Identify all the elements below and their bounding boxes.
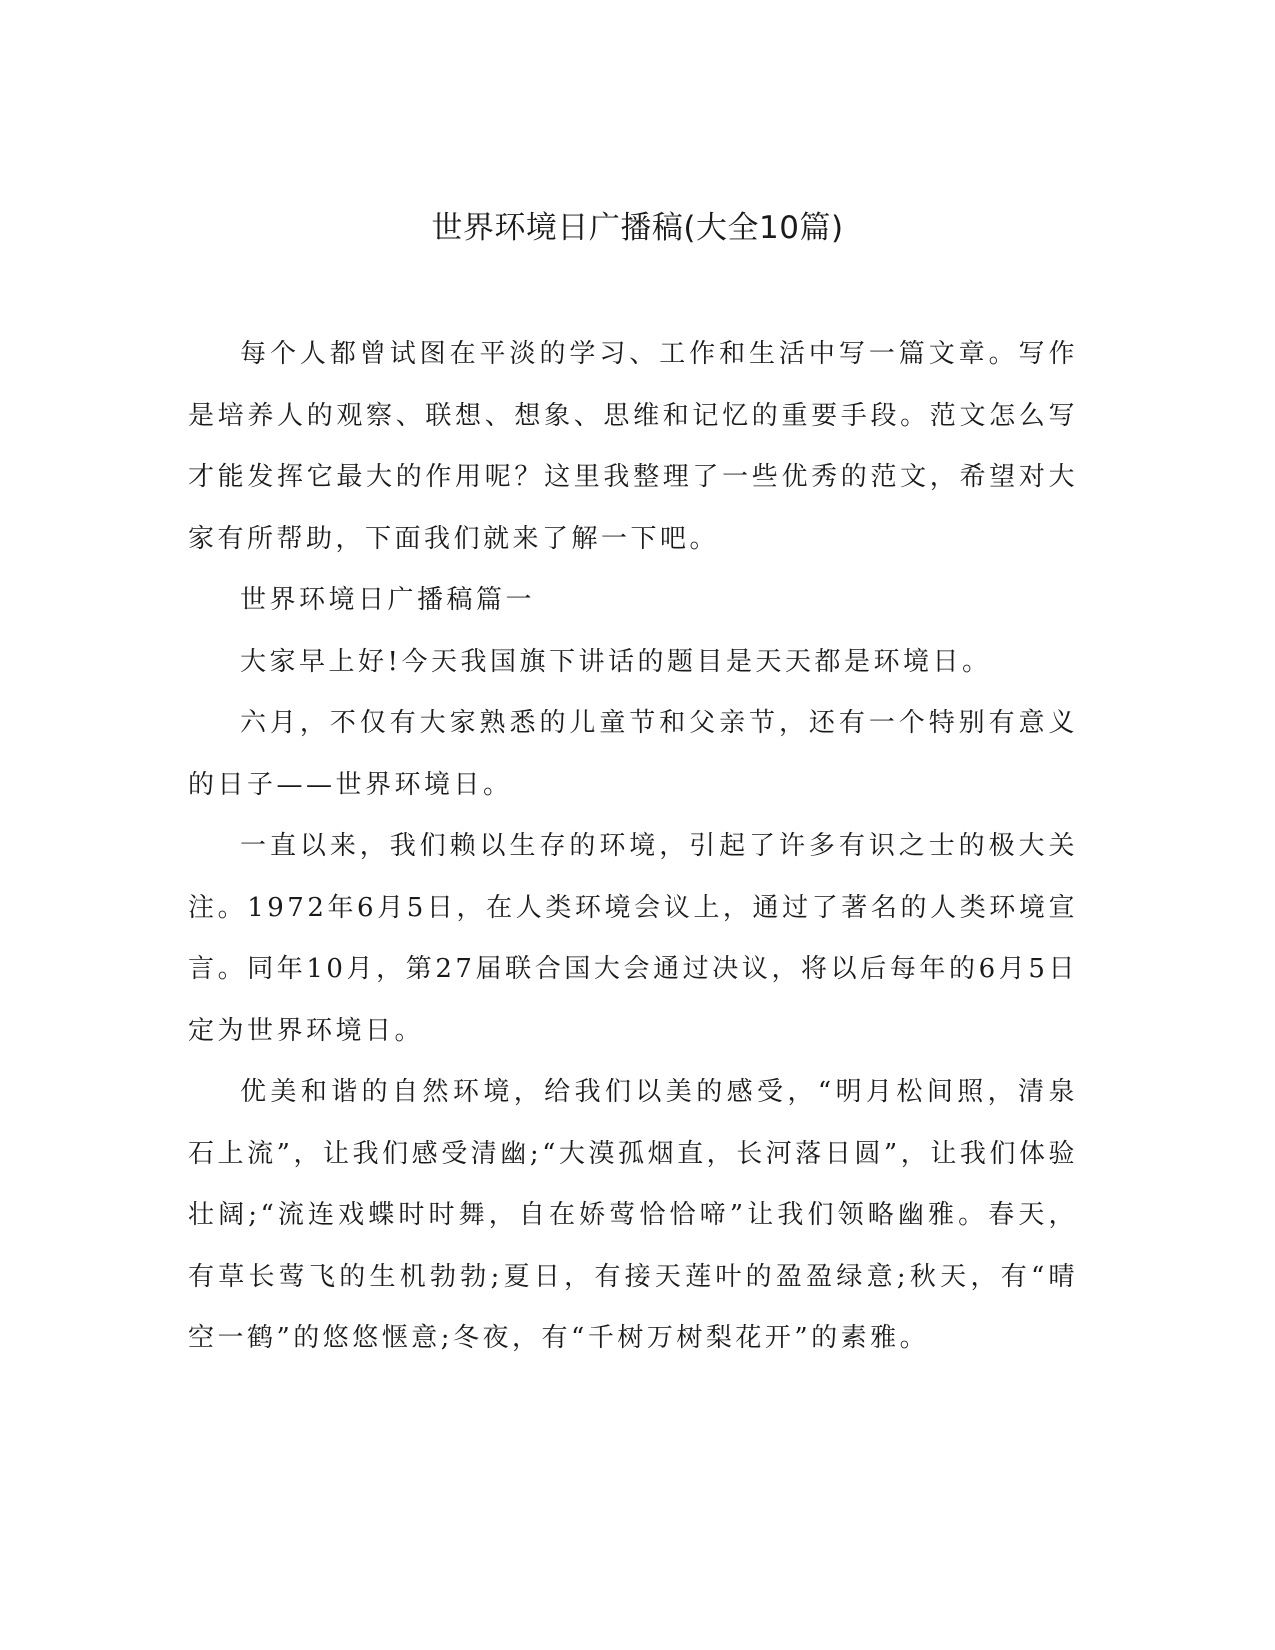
paragraph-june: 六月，不仅有大家熟悉的儿童节和父亲节，还有一个特别有意义的日子——世界环境日。 bbox=[188, 708, 1078, 800]
paragraph-intro: 每个人都曾试图在平淡的学习、工作和生活中写一篇文章。写作是培养人的观察、联想、想象、思维和记忆的重要手段。范文怎么写才能发挥它最大的作用呢？这里我整理了一些优秀的范文，希望对大家有所帮助，下面我们就来了解一下吧。 bbox=[188, 339, 1078, 554]
document-title: 世界环境日广播稿(大全10篇) bbox=[431, 210, 844, 246]
paragraph-history: 一直以来，我们赖以生存的环境，引起了许多有识之士的极大关注。1972年6月5日，在人类环境会议上，通过了著名的人类环境宣言。同年10月，第27届联合国大会通过决议，将以后每年的6月5日定为世界环境日。 bbox=[188, 831, 1078, 1046]
document-body bbox=[188, 324, 1078, 1370]
paragraph-greeting: 大家早上好!今天我国旗下讲话的题目是天天都是环境日。 bbox=[240, 646, 992, 677]
section-heading: 世界环境日广播稿篇一 bbox=[240, 585, 536, 615]
paragraph-nature: 优美和谐的自然环境，给我们以美的感受，“明月松间照，清泉石上流”，让我们感受清幽;“大漠孤烟直，长河落日圆”，让我们体验壮阔;“流连戏蝶时时舞，自在娇莺恰恰啼”让我们领略幽雅。春天，有草长莺飞的生机勃勃;夏日，有接天莲叶的盈盈绿意;秋天，有“晴空一鹤”的悠悠惬意;冬夜，有“千树万树梨花开”的素雅。 bbox=[188, 1077, 1078, 1353]
